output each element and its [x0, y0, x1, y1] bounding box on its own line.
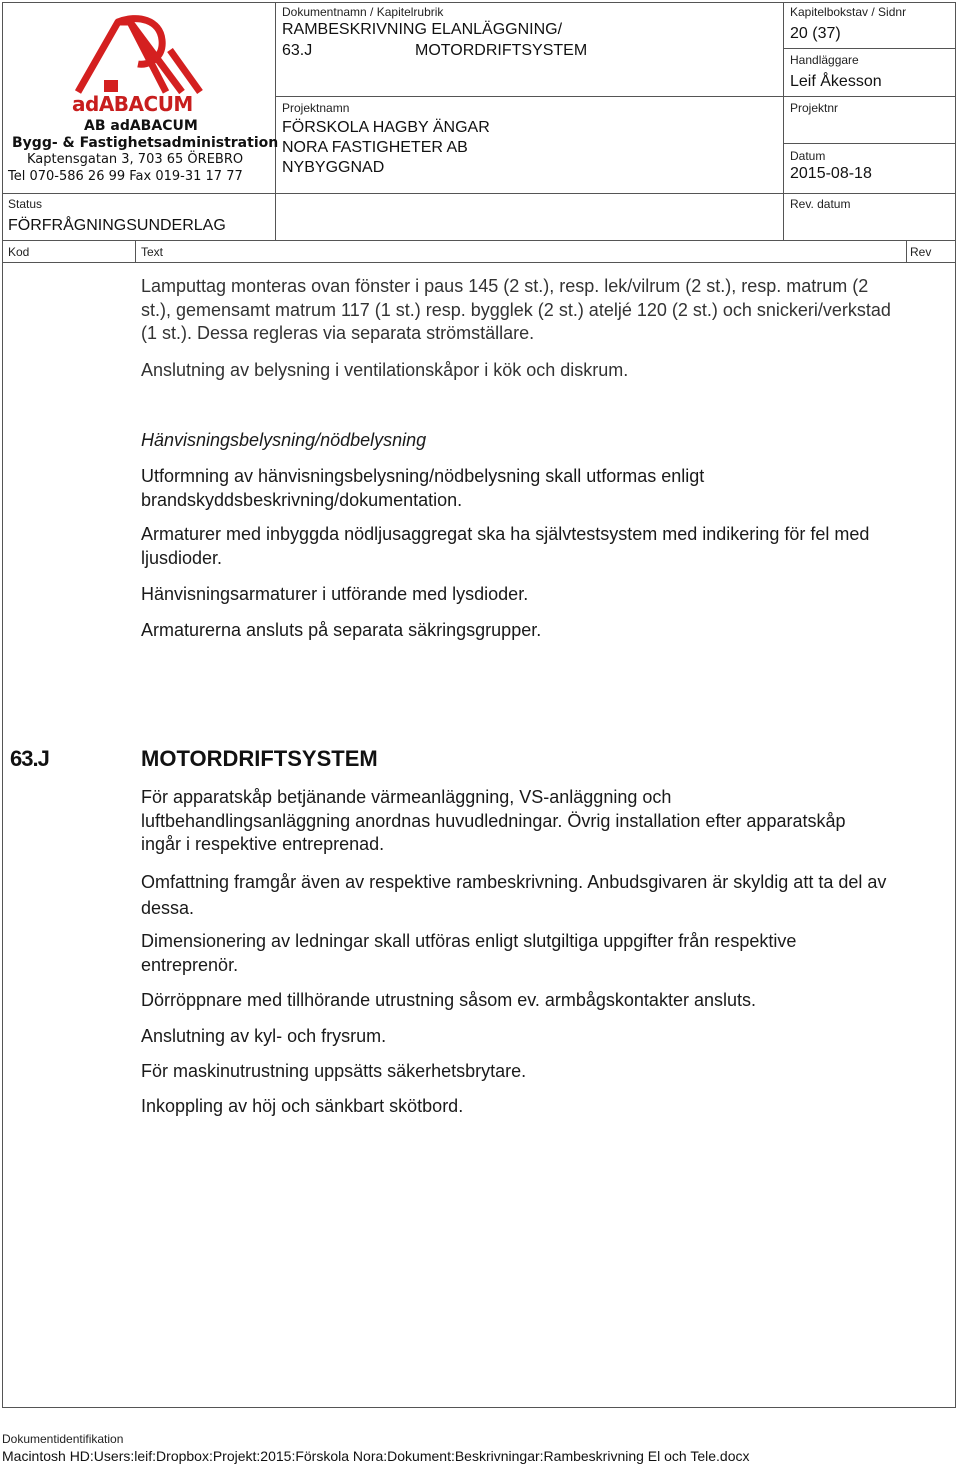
footer-value: Macintosh HD:Users:leif:Dropbox:Projekt:2015:Förskola Nora:Dokument:Beskrivningar:Rambeskrivning El och Tele.docx — [2, 1448, 750, 1464]
company-phone: Tel 070-586 26 99 Fax 019-31 17 77 — [8, 169, 243, 184]
project-name-line: FÖRSKOLA HAGBY ÄNGAR — [282, 119, 490, 136]
project-name-line: NORA FASTIGHETER AB — [282, 139, 468, 156]
doc-name-code: 63.J — [282, 42, 313, 59]
header-divider — [2, 240, 956, 241]
body-paragraph: Armaturer med inbyggda nödljusaggregat ska ha självtestsystem med indikering för fel med ljusdioder. — [141, 524, 870, 568]
body-paragraph: Dimensionering av ledningar skall utföras enligt slutgiltiga uppgifter från respektive entreprenör. — [141, 931, 797, 975]
company-address: Kaptensgatan 3, 703 65 ÖREBRO — [27, 152, 244, 167]
doc-name-title: MOTORDRIFTSYSTEM — [415, 42, 588, 59]
column-divider — [906, 240, 907, 262]
body-paragraph: För apparatskåp betjänande värmeanläggning, VS-anläggning och luftbehandlingsanläggning anordnas huvudledningar. Övrig installation efter apparatskåp ingår i respektive entreprenad. — [141, 787, 846, 854]
header-divider — [275, 96, 783, 97]
rev-date-label: Rev. datum — [790, 197, 851, 211]
footer-label: Dokumentidentifikation — [2, 1432, 124, 1446]
header-divider — [2, 262, 956, 263]
header-divider — [275, 2, 276, 240]
body-paragraph: Hänvisningsarmaturer i utförande med lysdioder. — [141, 584, 529, 604]
doc-name-label: Dokumentnamn / Kapitelrubrik — [282, 5, 444, 19]
section-title: MOTORDRIFTSYSTEM — [141, 746, 378, 771]
header-divider — [2, 193, 956, 194]
page-value: 20 (37) — [790, 25, 841, 42]
logo-text: adABACUM — [72, 92, 193, 116]
body-paragraph: Anslutning av belysning i ventilationskåpor i kök och diskrum. — [141, 360, 629, 380]
body-paragraph: Utformning av hänvisningsbelysning/nödbelysning skall utformas enligt brandskyddsbeskrivning/dokumentation. — [141, 466, 705, 510]
column-header-kod: Kod — [8, 245, 30, 259]
company-tagline: Bygg- & Fastighetsadministration — [12, 135, 279, 151]
company-name: AB adABACUM — [84, 118, 198, 134]
body-paragraph: Dörröppnare med tillhörande utrustning såsom ev. armbågskontakter ansluts. — [141, 990, 756, 1010]
header-divider — [783, 2, 784, 240]
column-header-rev: Rev — [910, 245, 932, 259]
page-frame — [2, 2, 956, 1408]
handler-label: Handläggare — [790, 53, 859, 67]
body-paragraph: För maskinutrustning uppsätts säkerhetsbrytare. — [141, 1061, 527, 1081]
doc-name-line1: RAMBESKRIVNING ELANLÄGGNING/ — [282, 21, 563, 38]
status-value: FÖRFRÅGNINGSUNDERLAG — [8, 217, 226, 234]
project-name-label: Projektnamn — [282, 101, 350, 115]
date-value: 2015-08-18 — [790, 165, 872, 182]
project-no-label: Projektnr — [790, 101, 839, 115]
column-header-text: Text — [141, 245, 164, 259]
body-paragraph: Armaturerna ansluts på separata säkringsgrupper. — [141, 620, 542, 640]
body-paragraph: Anslutning av kyl- och frysrum. — [141, 1026, 387, 1046]
body-paragraph: Omfattning framgår även av respektive rambeskrivning. Anbudsgivaren är skyldig att ta del av dessa. — [141, 872, 887, 918]
date-label: Datum — [790, 149, 826, 163]
body-paragraph: Inkoppling av höj och sänkbart skötbord. — [141, 1096, 464, 1116]
body-paragraph: Lamputtag monteras ovan fönster i paus 145 (2 st.), resp. lek/vilrum (2 st.), resp. matrum (2 st.), gemensamt matrum 117 (1 st.) resp. bygglek (2 st.) ateljé 120 (2 st.) och snickeri/verkstad (1 st.). Dessa regleras via separata strömställare. — [141, 276, 891, 343]
handler-value: Leif Åkesson — [790, 73, 882, 90]
header-divider — [783, 143, 956, 144]
column-divider — [135, 240, 136, 262]
status-label: Status — [8, 197, 43, 211]
section-code: 63.J — [10, 746, 49, 771]
header-divider — [783, 96, 956, 97]
page-label: Kapitelbokstav / Sidnr — [790, 5, 907, 19]
sub-heading: Hänvisningsbelysning/nödbelysning — [141, 430, 427, 450]
header-divider — [783, 48, 956, 49]
project-name-line: NYBYGGNAD — [282, 159, 385, 176]
